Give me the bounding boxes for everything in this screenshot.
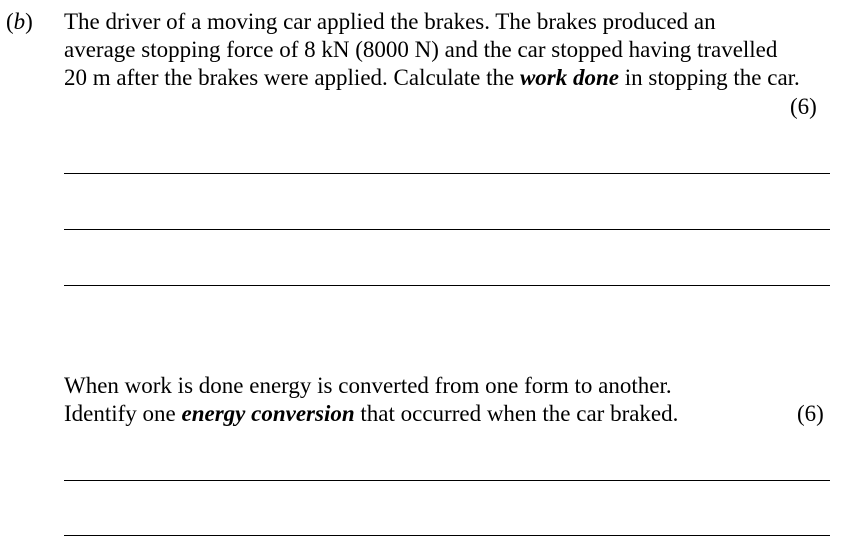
answer-line-c-1[interactable] xyxy=(64,480,830,481)
part-label xyxy=(6,8,33,35)
question-b-line-3 xyxy=(64,64,800,91)
answer-line-b-3[interactable] xyxy=(64,285,830,286)
answer-line-b-2[interactable] xyxy=(64,229,830,230)
emphasis-work-done: work done xyxy=(519,65,620,90)
label-close-paren: ) xyxy=(25,9,33,34)
question-c-line-2 xyxy=(64,400,678,427)
line-3-text-start: 20 m after the brakes were applied. Calculate the xyxy=(64,65,520,90)
answer-line-b-1[interactable] xyxy=(64,173,830,174)
marks-c: (6) xyxy=(797,401,824,426)
line-3-text-end: in stopping the car. xyxy=(619,65,800,90)
marks-b: (6) xyxy=(790,94,817,119)
label-open-paren: ( xyxy=(6,9,14,34)
emphasis-energy-conversion: energy conversion xyxy=(181,401,355,426)
question-b-line-1: The driver of a moving car applied the brakes. The brakes produced an xyxy=(64,9,716,34)
label-letter: b xyxy=(13,9,26,34)
line-2-text-start: Identify one xyxy=(64,401,182,426)
answer-line-c-2[interactable] xyxy=(64,535,830,536)
question-c-line-1: When work is done energy is converted from one form to another. xyxy=(64,373,672,398)
question-b-line-2: average stopping force of 8 kN (8000 N) and the car stopped having travelled xyxy=(64,37,778,62)
line-2-text-end: that occurred when the car braked. xyxy=(354,401,679,426)
